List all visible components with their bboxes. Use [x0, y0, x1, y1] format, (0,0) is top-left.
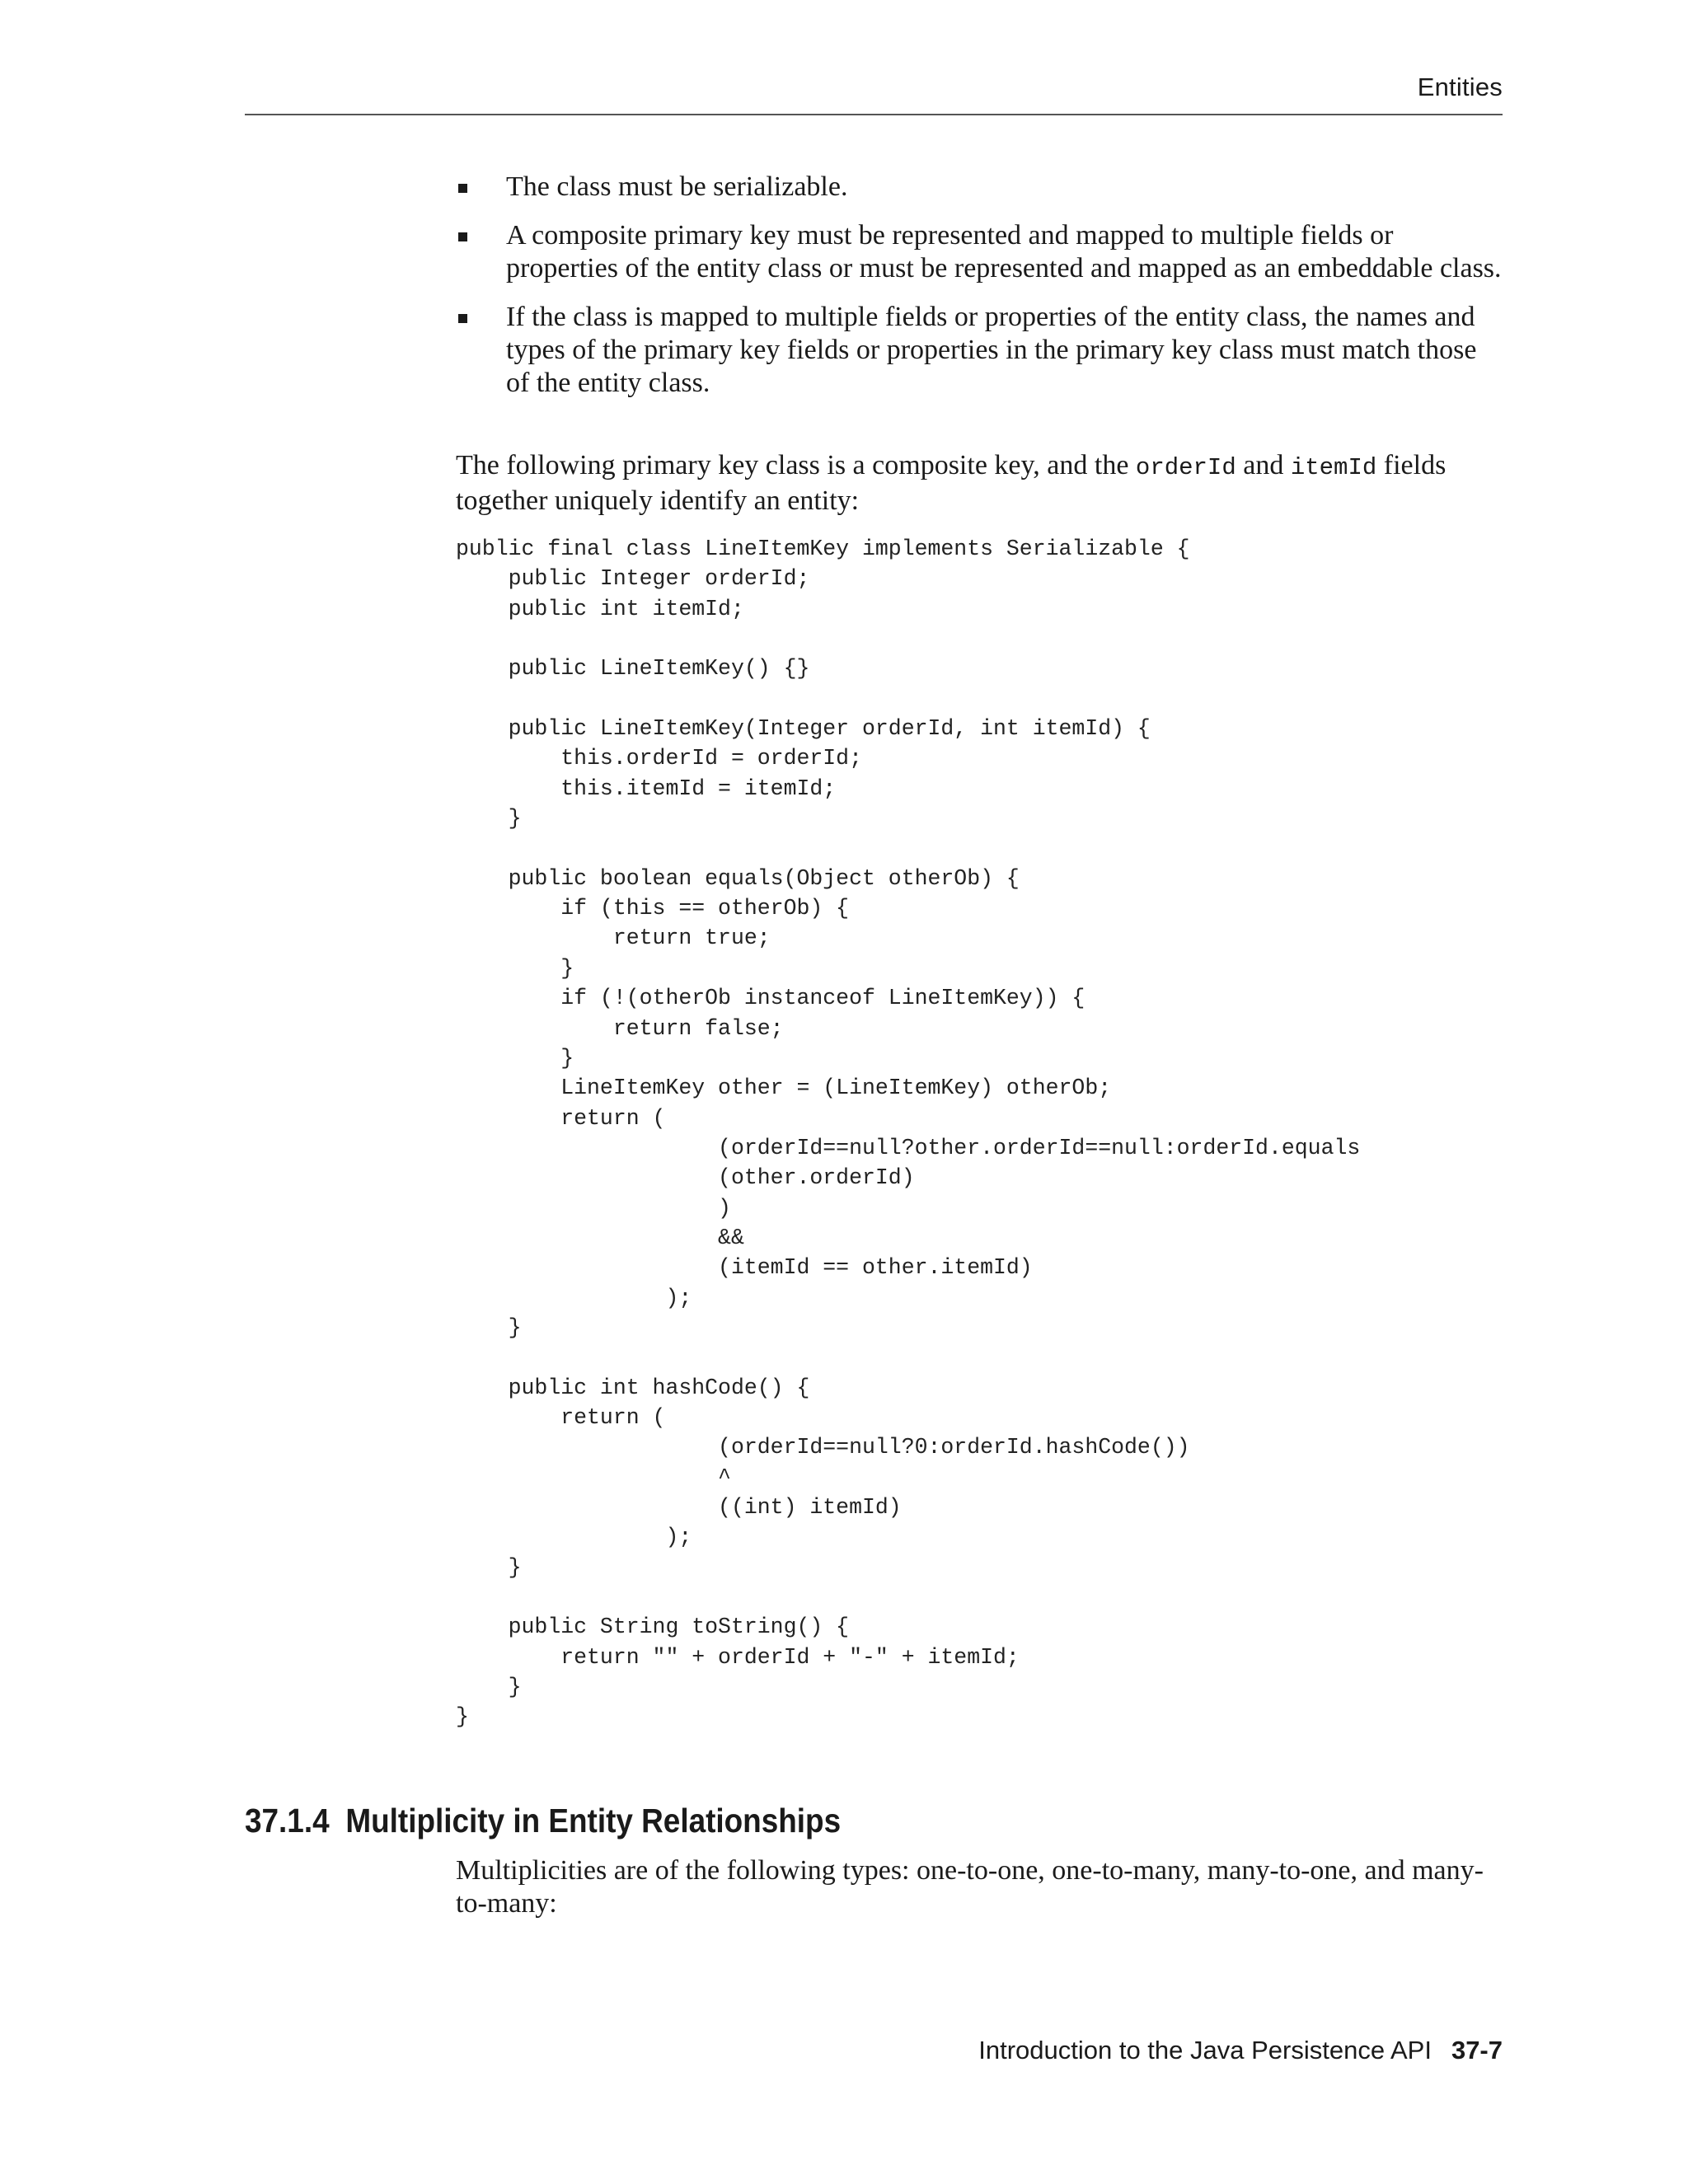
- list-item-text: A composite primary key must be represented and mapped to multiple fields or properties of the entity class or must be represented and mapped as an embeddable class.: [506, 220, 1502, 284]
- square-bullet-icon: [458, 314, 467, 323]
- section-heading: [245, 1801, 841, 1840]
- section-number: 37.1.4: [245, 1802, 330, 1840]
- footer-book-title: Introduction to the Java Persistence API: [978, 2036, 1432, 2064]
- list-item-text: The class must be serializable.: [506, 171, 848, 202]
- intro-paragraph: [456, 449, 1507, 518]
- intro-text-before: The following primary key class is a composite key, and the: [456, 450, 1136, 480]
- intro-text-middle: and: [1236, 450, 1291, 480]
- list-item: [456, 171, 1507, 204]
- running-header: Entities: [1417, 73, 1503, 101]
- inline-code-orderid: orderId: [1135, 454, 1236, 481]
- list-item: [456, 219, 1507, 285]
- inline-code-itemid: itemId: [1290, 454, 1377, 481]
- header-rule: [245, 114, 1503, 115]
- section-title: Multiplicity in Entity Relationships: [345, 1802, 842, 1840]
- intro-text-after: fields together uniquely identify an entity:: [456, 450, 1447, 516]
- square-bullet-icon: [458, 232, 467, 241]
- section-paragraph: Multiplicities are of the following types: one-to-one, one-to-many, many-to-one, and many-to-many:: [456, 1855, 1484, 1919]
- requirements-list: [456, 171, 1507, 415]
- page-number: 37-7: [1451, 2036, 1503, 2064]
- list-item: [456, 301, 1507, 400]
- list-item-text: If the class is mapped to multiple fields or properties of the entity class, the names and types of the primary key fields or properties in the primary key class must match those of the entity class.: [506, 302, 1477, 398]
- code-listing: public final class LineItemKey implements Serializable { public Integer orderId; public int itemId; public LineItemKey() {} public LineItemKey(Integer orderId, int itemId) { this.orderId = orderId; this.itemId = itemId; } public boolean equals(Object otherOb) { if (this == otherOb) { return true; } if (!(otherOb instanceof LineItemKey)) { return false; } LineItemKey other = (LineItemKey) otherOb; return ( (orderId==null?other.orderId==null:orderId.equals (other.orderId) ) && (itemId == other.itemId) ); } public int hashCode() { return ( (orderId==null?0:orderId.hashCode()) ^ ((int) itemId) ); } public String toString() { return "" + orderId + "-" + itemId; } }: [456, 537, 1361, 1730]
- square-bullet-icon: [458, 184, 467, 193]
- page-footer: [978, 2036, 1503, 2065]
